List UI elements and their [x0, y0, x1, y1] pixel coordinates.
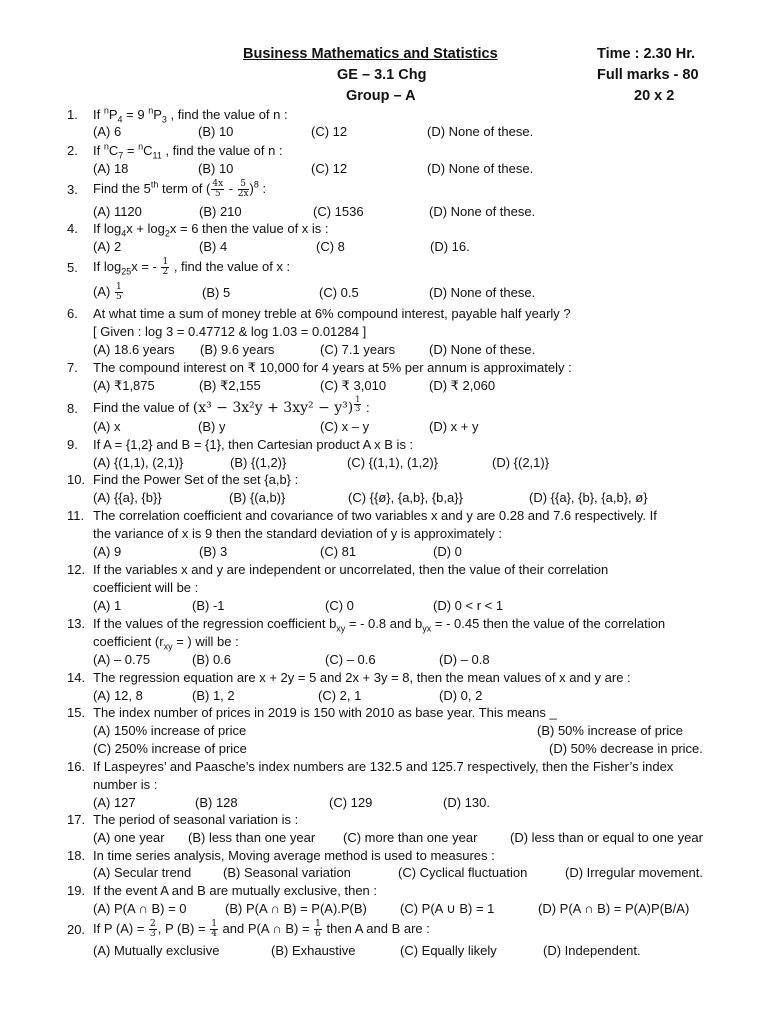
option-b: (B) 9.6 years [200, 342, 275, 357]
question-number: 12. [67, 562, 86, 577]
option-b: (B) 0.6 [192, 652, 232, 667]
option-d: (D) None of these. [429, 285, 536, 300]
option-c: (C) P(A ∪ B) = 1 [400, 901, 495, 916]
question-number: 8. [67, 401, 78, 416]
option-c: (C) 12 [311, 161, 348, 176]
option-d: (D) ₹ 2,060 [429, 378, 496, 393]
question-number: 20. [67, 922, 86, 937]
option-b: (B) ₹2,155 [199, 378, 261, 393]
question-text: If the values of the regression coefficient $b_{xy}$ = - 0.8 and $b_{yx}$ = - 0.45 then the value of the correlation [93, 616, 666, 634]
fraction: $\frac{1}{4}$ [211, 919, 217, 940]
option-d: (D) – 0.8 [439, 652, 490, 667]
option-a: (A) 2 [93, 239, 122, 254]
option-b: (B) -1 [192, 598, 225, 613]
option-d: (D) 50% decrease in price. [549, 741, 703, 756]
option-a: (A) Mutually exclusive [93, 943, 220, 958]
option-b: (B) 128 [195, 795, 238, 810]
group-label: Group – A [346, 88, 416, 104]
option-a: (A) 1 [93, 598, 122, 613]
option-a: (A) {{a}, {b}} [93, 490, 162, 505]
option-d: (D) None of these. [429, 342, 536, 357]
option-c: (C) x – y [320, 419, 370, 434]
question-text-continued: coefficient will be : [93, 580, 199, 595]
option-d: (D) None of these. [427, 124, 534, 139]
question-number: 13. [67, 616, 86, 631]
option-d: (D) None of these. [427, 161, 534, 176]
option-a: (A) 127 [93, 795, 136, 810]
fraction: $\frac{1}{2}$ [162, 257, 169, 278]
option-b: (B) Exhaustive [271, 943, 356, 958]
option-c: (C) 0.5 [319, 285, 359, 300]
question-text: The compound interest on ₹ 10,000 for 4 years at 5% per annum is approximately : [93, 360, 572, 375]
option-b: (B) 1, 2 [192, 688, 235, 703]
question-number: 7. [67, 360, 78, 375]
question-text: If $\log_4x + \log_2x = 6$ then the value of x is : [93, 221, 329, 239]
option-c: (C) 12 [311, 124, 348, 139]
question-text: Find the Power Set of the set {a,b} : [93, 472, 299, 487]
option-a: (A) 6 [93, 124, 122, 139]
question-number: 1. [67, 107, 78, 122]
option-c: (C) more than one year [343, 830, 478, 845]
question-text: The index number of prices in 2019 is 150 with 2010 as base year. This means _ [93, 705, 557, 720]
option-a: (A) ₹1,875 [93, 378, 155, 393]
option-c: (C) – 0.6 [325, 652, 376, 667]
fraction: $\frac{2}{3}$ [150, 919, 156, 940]
option-a: (A) $\frac{1}{5}$ [93, 282, 122, 303]
option-c: (C) 129 [329, 795, 373, 810]
option-b: (B) 210 [199, 204, 242, 219]
option-d: (D) 0, 2 [439, 688, 483, 703]
question-text: If $^nP_4 = 9$ $^nP_3$ , find the value of n : [93, 105, 288, 125]
option-a: (A) 150% increase of price [93, 723, 247, 738]
question-number: 6. [67, 306, 78, 321]
fraction: 1 3 [355, 394, 361, 413]
option-c: (C) 1536 [313, 204, 364, 219]
question-text: If the variables x and y are independent or uncorrelated, then the value of their correlation [93, 562, 609, 577]
option-d: (D) less than or equal to one year [510, 830, 703, 845]
question-text: If $\log_{25}x$ = - $\frac{1}{2}$ , find the value of x : [93, 257, 291, 278]
fraction: $\frac{1}{5}$ [115, 282, 122, 303]
option-b: (B) y [198, 419, 226, 434]
question-number: 15. [67, 705, 86, 720]
option-d: (D) {{a}, {b}, {a,b}, ø} [529, 490, 648, 505]
fraction: $\frac{1}{6}$ [315, 919, 321, 940]
question-text-continued: number is : [93, 777, 158, 792]
question-text: If P (A) = $\frac{2}{3}$ , P (B) = $\frac{1}{4}$ and P(A ∩ B) = $\frac{1}{6}$ then A and B are : [93, 919, 430, 940]
option-d: (D) None of these. [429, 204, 536, 219]
option-a: (A) 18 [93, 161, 129, 176]
paper-title: Business Mathematics and Statistics [243, 46, 498, 62]
fraction: $\frac{5}{2x}$ [237, 179, 249, 200]
option-c: (C) 7.1 years [320, 342, 396, 357]
option-a: (A) x [93, 419, 121, 434]
option-b: (B) 4 [199, 239, 228, 254]
paper-code: GE – 3.1 Chg [337, 67, 427, 83]
option-d: (D) 16. [430, 239, 470, 254]
option-c: (C) 2, 1 [318, 688, 362, 703]
option-c: (C) 0 [325, 598, 354, 613]
question-text: The correlation coefficient and covariance of two variables x and y are 0.28 and 7.6 respectively. If [93, 508, 657, 523]
question-text: If Laspeyres’ and Paasche’s index numbers are 132.5 and 125.7 respectively, then the Fisher’s index [93, 759, 674, 774]
option-a: (A) 12, 8 [93, 688, 143, 703]
question-text: If A = {1,2} and B = {1}, then Cartesian product A x B is : [93, 437, 414, 452]
option-b: (B) 50% increase of price [537, 723, 683, 738]
question-number: 3. [67, 182, 78, 197]
marks-scheme: 20 x 2 [634, 88, 675, 104]
option-d: (D) 0 < r < 1 [433, 598, 504, 613]
option-a: (A) {(1,1), (2,1)} [93, 455, 184, 470]
question-text: The period of seasonal variation is : [93, 812, 299, 827]
option-b: (B) 10 [198, 124, 234, 139]
question-number: 18. [67, 848, 86, 863]
option-c: (C) 8 [316, 239, 345, 254]
option-c: (C) {(1,1), (1,2)} [347, 455, 439, 470]
option-d: (D) x + y [429, 419, 479, 434]
question-number: 16. [67, 759, 86, 774]
option-d: (D) Independent. [543, 943, 641, 958]
option-c: (C) {{ø}, {a,b}, {b,a}} [348, 490, 463, 505]
option-a: (A) P(A ∩ B) = 0 [93, 901, 187, 916]
question-text-continued: coefficient ($r_{xy}$ = ) will be : [93, 634, 239, 652]
question-number: 17. [67, 812, 86, 827]
question-text: Find the value of (x³ − 3x²y + 3xy² − y³) $^{\frac{1}{3}}$ : [93, 394, 370, 416]
option-a: (A) 9 [93, 544, 122, 559]
question-text: Find the 5th term of ( $\frac{4x}{5}$ - $\frac{5}{2x}$ )$^8$ : [93, 179, 267, 200]
option-b: (B) 10 [198, 161, 234, 176]
question-text: At what time a sum of money treble at 6% compound interest, payable half yearly ? [93, 306, 571, 321]
option-a: (A) Secular trend [93, 865, 192, 880]
question-number: 10. [67, 472, 86, 487]
option-b: (B) Seasonal variation [223, 865, 351, 880]
option-c: (C) Equally likely [400, 943, 497, 958]
question-number: 2. [67, 143, 78, 158]
option-c: (C) 81 [320, 544, 357, 559]
option-c: (C) Cyclical fluctuation [398, 865, 528, 880]
option-b: (B) 3 [199, 544, 228, 559]
question-number: 14. [67, 670, 86, 685]
option-b: (B) 5 [202, 285, 231, 300]
option-c: (C) ₹ 3,010 [320, 378, 387, 393]
option-b: (B) {(1,2)} [230, 455, 287, 470]
question-number: 5. [67, 260, 78, 275]
option-b: (B) P(A ∩ B) = P(A).P(B) [225, 901, 367, 916]
fraction: $\frac{4x}{5}$ [212, 179, 224, 200]
option-b: (B) less than one year [188, 830, 316, 845]
question-number: 9. [67, 437, 78, 452]
question-text-continued: the variance of x is 9 then the standard deviation of y is approximately : [93, 526, 503, 541]
option-d: (D) 130. [443, 795, 490, 810]
option-a: (A) – 0.75 [93, 652, 151, 667]
option-b: (B) {(a,b)} [229, 490, 286, 505]
question-number: 11. [67, 508, 85, 523]
option-c: (C) 250% increase of price [93, 741, 247, 756]
option-a: (A) 1120 [93, 204, 142, 219]
question-text: If the event A and B are mutually exclusive, then : [93, 883, 378, 898]
question-text-continued: [ Given : log 3 = 0.47712 & log 1.03 = 0.01284 ] [93, 324, 367, 339]
question-text: The regression equation are x + 2y = 5 and 2x + 3y = 8, then the mean values of x and y are : [93, 670, 631, 685]
option-d: (D) {(2,1)} [492, 455, 550, 470]
full-marks-label: Full marks - 80 [597, 67, 699, 83]
question-text: If $^nC_7 = ^nC_{11}$ , find the value of n : [93, 141, 283, 161]
time-label: Time : 2.30 Hr. [597, 46, 696, 62]
option-a: (A) 18.6 years [93, 342, 175, 357]
question-text: In time series analysis, Moving average method is used to measures : [93, 848, 495, 863]
option-a: (A) one year [93, 830, 165, 845]
question-number: 19. [67, 883, 86, 898]
option-d: (D) P(A ∩ B) = P(A)P(B/A) [538, 901, 690, 916]
question-number: 4. [67, 221, 78, 236]
option-d: (D) 0 [433, 544, 462, 559]
option-d: (D) Irregular movement. [565, 865, 703, 880]
